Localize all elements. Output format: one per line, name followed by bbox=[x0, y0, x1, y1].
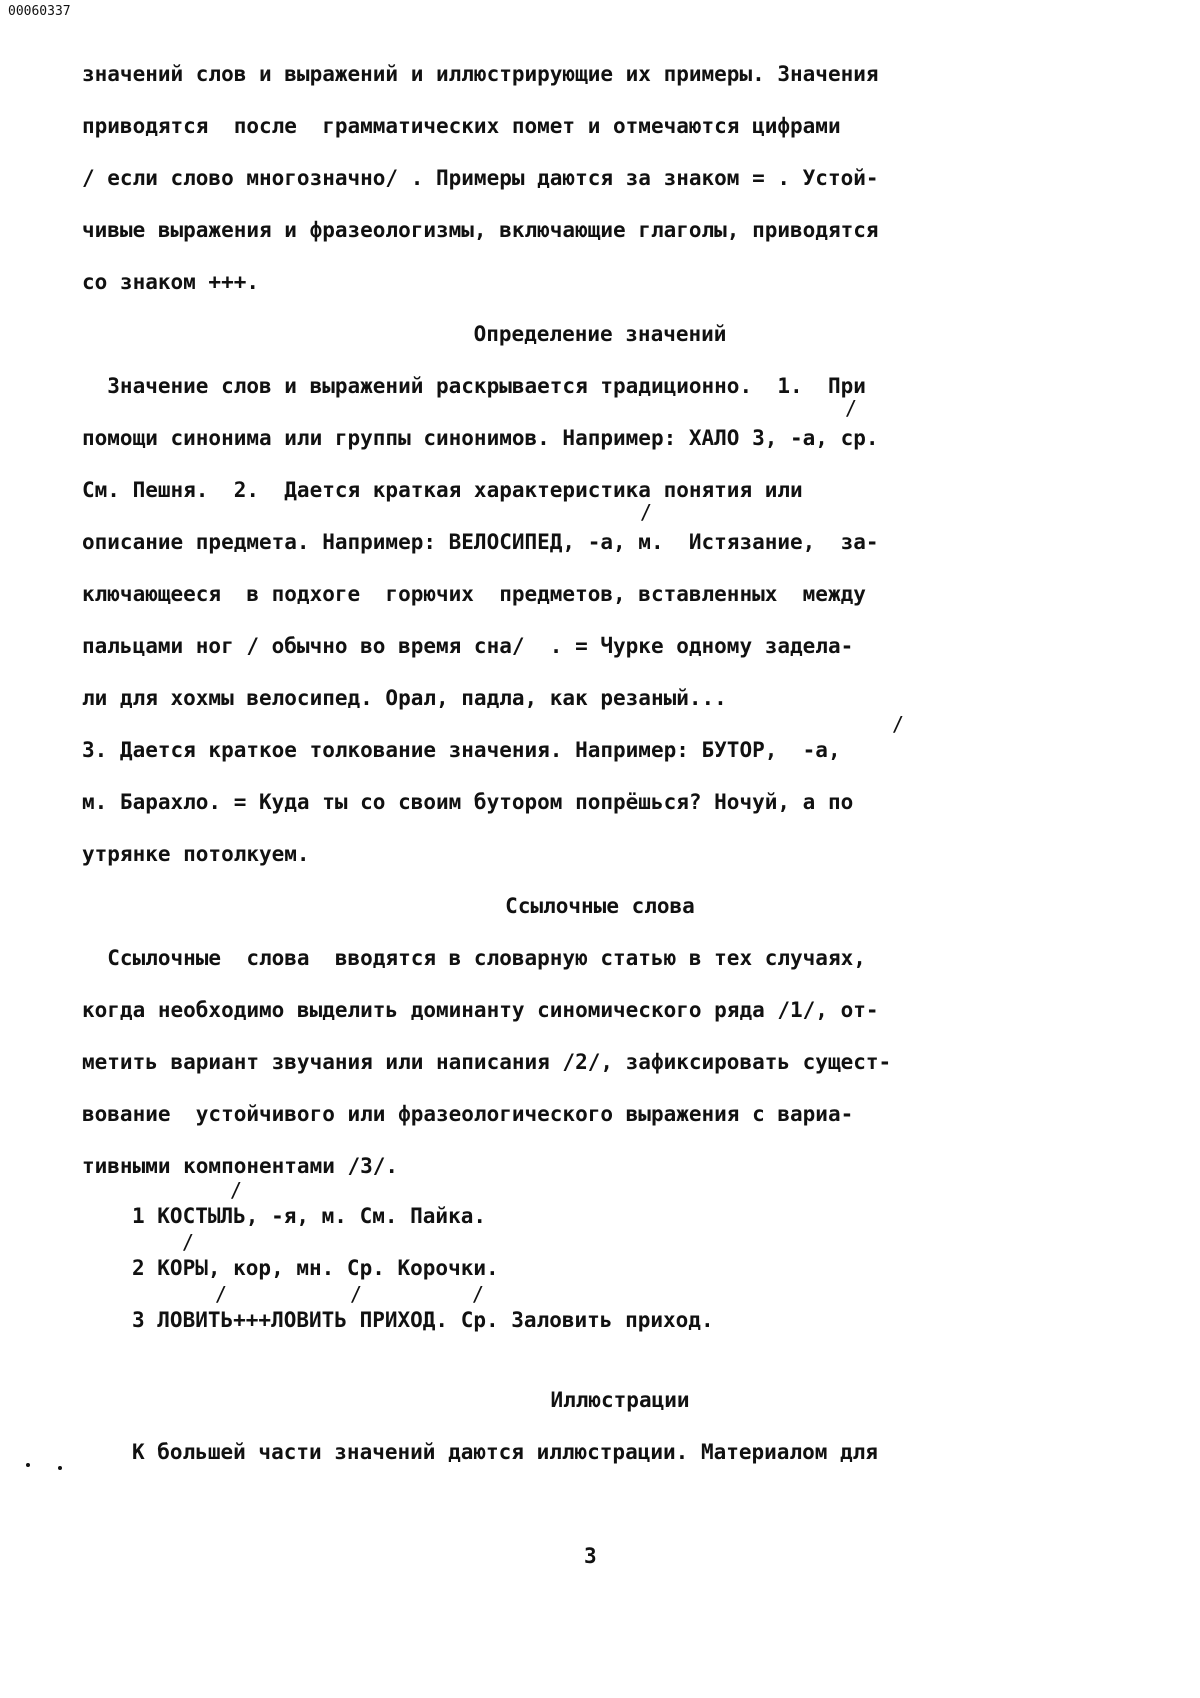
body-line: метить вариант звучания или написания /2/, зафиксировать сущест- bbox=[82, 1050, 892, 1074]
intro-line: значений слов и выражений и иллюстрирующие их примеры. Значения bbox=[82, 62, 879, 86]
body-line: Значение слов и выражений раскрывается традиционно. 1. При bbox=[82, 374, 866, 398]
body-line: См. Пешня. 2. Дается краткая характеристика понятия или bbox=[82, 478, 803, 502]
example-line: 2 КОРЫ, кор, мн. Ср. Корочки. bbox=[132, 1256, 499, 1280]
body-line: тивными компонентами /3/. bbox=[82, 1154, 399, 1178]
margin-dot bbox=[58, 1466, 62, 1470]
section-heading-reference-words: Ссылочные слова bbox=[505, 894, 695, 918]
stress-mark: / bbox=[215, 1282, 228, 1306]
body-line: ключающееся в подхоге горючих предметов, вставленных между bbox=[82, 582, 866, 606]
body-line: утрянке потолкуем. bbox=[82, 842, 310, 866]
stress-mark: / bbox=[640, 500, 653, 524]
body-line: Ссылочные слова вводятся в словарную статью в тех случаях, bbox=[82, 946, 866, 970]
stress-mark: / bbox=[182, 1230, 195, 1254]
intro-line: / если слово многозначно/ . Примеры даются за знаком = . Устой- bbox=[82, 166, 879, 190]
document-id: 00060337 bbox=[8, 4, 71, 19]
body-line: описание предмета. Например: ВЕЛОСИПЕД, -а, м. Истязание, за- bbox=[82, 530, 879, 554]
stress-mark: / bbox=[472, 1282, 485, 1306]
stress-mark: / bbox=[892, 712, 905, 736]
section-heading-illustrations: Иллюстрации bbox=[550, 1388, 690, 1412]
intro-line: со знаком +++. bbox=[82, 270, 260, 294]
stress-mark: / bbox=[230, 1178, 243, 1202]
body-line: ли для хохмы велосипед. Орал, падла, как резаный... bbox=[82, 686, 727, 710]
example-line: 1 КОСТЫЛЬ, -я, м. См. Пайка. bbox=[132, 1204, 487, 1228]
body-line: когда необходимо выделить доминанту синомического ряда /1/, от- bbox=[82, 998, 879, 1022]
body-line: помощи синонима или группы синонимов. Например: ХАЛО 3, -а, ср. bbox=[82, 426, 879, 450]
section-heading-definitions: Определение значений bbox=[473, 322, 727, 346]
body-line: м. Барахло. = Куда ты со своим бутором попрёшься? Ночуй, а по bbox=[82, 790, 854, 814]
example-line: 3 ЛОВИТЬ+++ЛОВИТЬ ПРИХОД. Ср. Заловить приход. bbox=[132, 1308, 714, 1332]
margin-dot bbox=[26, 1463, 30, 1467]
body-line: К большей части значений даются иллюстрации. Материалом для bbox=[132, 1440, 878, 1464]
page-number: 3 bbox=[584, 1544, 597, 1568]
intro-line: приводятся после грамматических помет и отмечаются цифрами bbox=[82, 114, 841, 138]
stress-mark: / bbox=[845, 396, 858, 420]
intro-line: чивые выражения и фразеологизмы, включающие глаголы, приводятся bbox=[82, 218, 879, 242]
body-line: 3. Дается краткое толкование значения. Например: БУТОР, -а, bbox=[82, 738, 841, 762]
stress-mark: / bbox=[350, 1282, 363, 1306]
body-line: пальцами ног / обычно во время сна/ . = Чурке одному задела- bbox=[82, 634, 854, 658]
body-line: вование устойчивого или фразеологического выражения с вариа- bbox=[82, 1102, 854, 1126]
